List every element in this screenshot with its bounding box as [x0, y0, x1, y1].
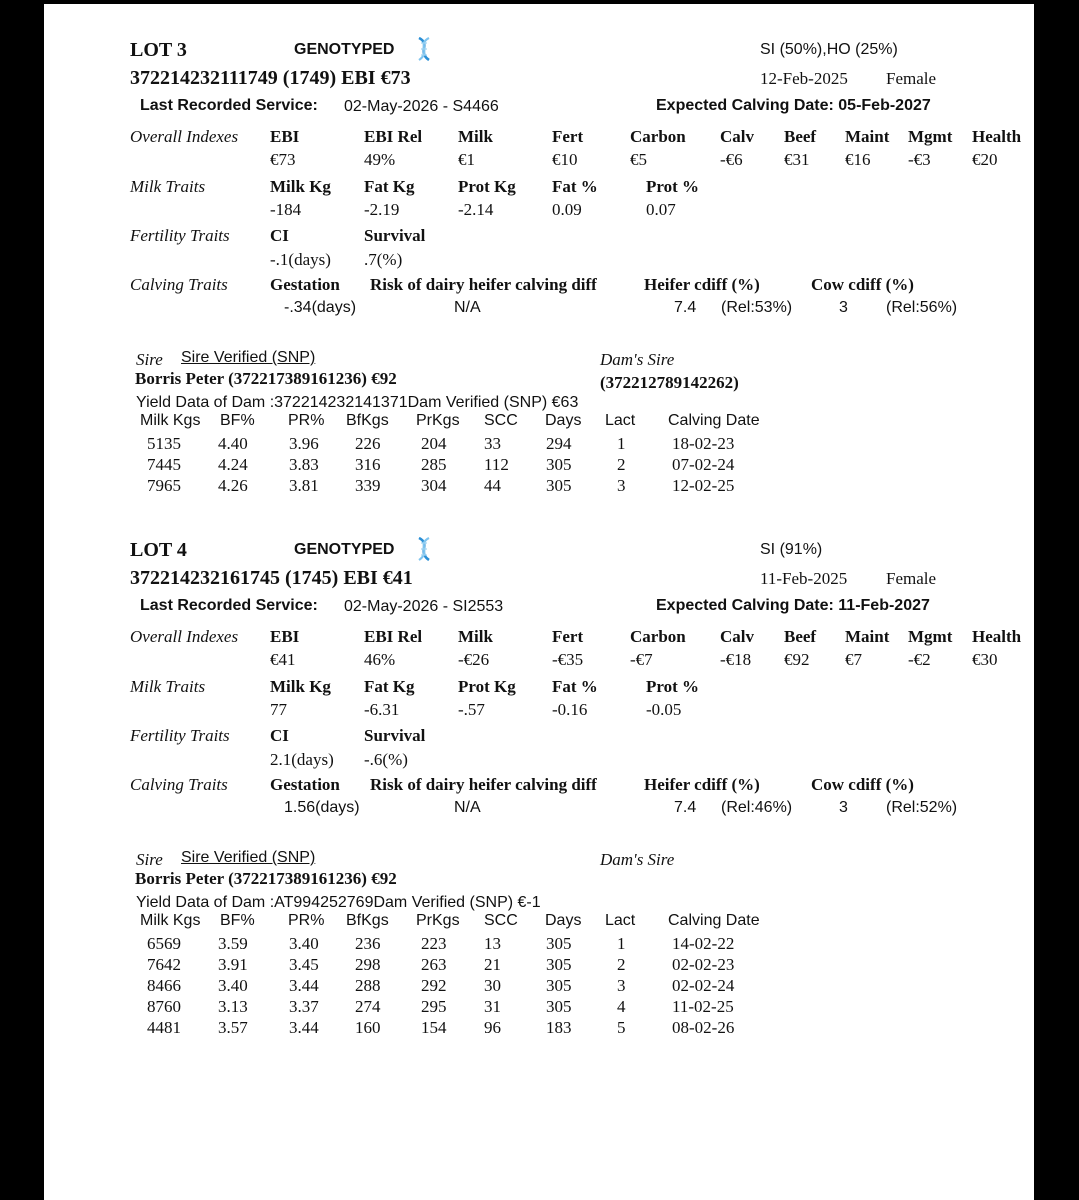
milk-trait-header: Prot Kg [458, 177, 516, 196]
overall-index-value: €1 [458, 150, 475, 169]
yield-cell: 3.59 [218, 934, 248, 953]
yield-column-header: PrKgs [416, 912, 460, 929]
heifer-cdiff-value: 7.4 [674, 299, 697, 316]
milk-trait-value: -0.05 [646, 700, 682, 719]
yield-column-header: PR% [288, 412, 325, 429]
overall-indexes-label: Overall Indexes [130, 627, 239, 646]
dams-sire-label: Dam's Sire [600, 350, 675, 369]
overall-index-header: Fert [552, 627, 584, 646]
overall-index-header: Health [972, 127, 1022, 146]
milk-trait-header: Prot % [646, 677, 700, 696]
cow-cdiff-value: 3 [839, 299, 848, 316]
yield-cell: 274 [355, 997, 381, 1016]
overall-index-value: €31 [784, 150, 810, 169]
overall-index-value: -€7 [630, 650, 653, 669]
milk-trait-header: Prot % [646, 177, 700, 196]
yield-cell: 21 [484, 955, 501, 974]
yield-cell: 295 [421, 997, 447, 1016]
yield-cell: 4 [617, 997, 626, 1016]
heifer-cdiff-rel: (Rel:46%) [721, 799, 793, 816]
yield-cell: 31 [484, 997, 501, 1016]
overall-index-header: Milk [458, 627, 493, 646]
overall-index-value: -€2 [908, 650, 931, 669]
yield-cell: 33 [484, 434, 501, 453]
overall-index-value: €92 [784, 650, 810, 669]
yield-cell: 1 [617, 934, 626, 953]
fertility-traits-label: Fertility Traits [130, 726, 230, 745]
overall-index-header: Mgmt [908, 127, 953, 146]
yield-column-header: Lact [605, 412, 636, 429]
yield-cell: 285 [421, 455, 447, 474]
milk-trait-value: 0.09 [552, 200, 582, 219]
yield-cell: 3.44 [289, 1018, 319, 1037]
heifer-cdiff-value: 7.4 [674, 799, 697, 816]
yield-cell: 292 [421, 976, 447, 995]
calving-traits-label: Calving Traits [130, 275, 228, 294]
yield-column-header: Lact [605, 912, 636, 929]
yield-cell: 4.40 [218, 434, 248, 453]
yield-cell: 3.96 [289, 434, 319, 453]
date-of-birth: 12-Feb-2025 [760, 69, 848, 88]
overall-index-header: Carbon [630, 127, 686, 146]
milk-trait-header: Milk Kg [270, 177, 331, 196]
lot-label: LOT 3 [130, 39, 187, 61]
date-of-birth: 11-Feb-2025 [760, 569, 848, 588]
yield-cell: 44 [484, 476, 501, 495]
yield-cell: 226 [355, 434, 381, 453]
yield-cell: 305 [546, 934, 572, 953]
animal-id-ebi: 372214232111749 (1749) EBI €73 [130, 67, 411, 89]
yield-cell: 305 [546, 476, 572, 495]
heifer-risk-header: Risk of dairy heifer calving diff [370, 775, 597, 794]
yield-column-header: Milk Kgs [140, 912, 201, 929]
overall-index-header: Milk [458, 127, 493, 146]
overall-index-value: €30 [972, 650, 998, 669]
yield-cell: 14-02-22 [672, 934, 735, 953]
overall-index-header: EBI Rel [364, 127, 423, 146]
heifer-cdiff-header: Heifer cdiff (%) [644, 275, 760, 294]
yield-cell: 154 [421, 1018, 447, 1037]
yield-cell: 4.24 [218, 455, 248, 474]
yield-column-header: BF% [220, 412, 255, 429]
cow-cdiff-rel: (Rel:56%) [886, 299, 958, 316]
milk-traits-label: Milk Traits [130, 177, 206, 196]
yield-cell: 3.83 [289, 455, 319, 474]
yield-column-header: PR% [288, 912, 325, 929]
yield-column-header: Days [545, 912, 582, 929]
genotyped-badge: GENOTYPED [294, 541, 395, 558]
yield-column-header: SCC [484, 412, 518, 429]
cow-cdiff-header: Cow cdiff (%) [811, 275, 914, 294]
overall-index-value: -€26 [458, 650, 490, 669]
yield-cell: 3.40 [218, 976, 248, 995]
sire-name: Borris Peter (372217389161236) €92 [135, 369, 397, 388]
yield-cell: 8760 [147, 997, 181, 1016]
yield-cell: 263 [421, 955, 447, 974]
overall-index-header: Maint [845, 127, 890, 146]
yield-cell: 5 [617, 1018, 626, 1037]
yield-column-header: PrKgs [416, 412, 460, 429]
yield-cell: 236 [355, 934, 381, 953]
yield-cell: 5135 [147, 434, 181, 453]
milk-trait-value: -0.16 [552, 700, 588, 719]
last-service-value: 02-May-2026 - SI2553 [344, 598, 504, 615]
yield-cell: 4.26 [218, 476, 248, 495]
overall-index-value: €7 [845, 650, 862, 669]
overall-index-value: €41 [270, 650, 296, 669]
sex: Female [886, 69, 937, 88]
cow-cdiff-value: 3 [839, 799, 848, 816]
yield-cell: 298 [355, 955, 381, 974]
dams-sire-label: Dam's Sire [600, 850, 675, 869]
milk-trait-value: -2.14 [458, 200, 494, 219]
overall-index-header: Health [972, 627, 1022, 646]
overall-index-value: €16 [845, 150, 871, 169]
yield-cell: 02-02-24 [672, 976, 735, 995]
fertility-value-survival: .7(%) [364, 250, 403, 269]
heifer-risk-value: N/A [454, 799, 481, 816]
milk-trait-value: -2.19 [364, 200, 400, 219]
yield-cell: 12-02-25 [672, 476, 735, 495]
breed-composition: SI (91%) [760, 541, 823, 558]
yield-cell: 305 [546, 997, 572, 1016]
overall-index-header: Calv [720, 127, 754, 146]
dna-helix-icon [415, 537, 433, 561]
calving-traits-label: Calving Traits [130, 775, 228, 794]
yield-column-header: BfKgs [346, 412, 389, 429]
yield-cell: 08-02-26 [672, 1018, 735, 1037]
gestation-value: 1.56(days) [284, 799, 360, 816]
milk-trait-header: Fat % [552, 177, 598, 196]
milk-trait-header: Fat % [552, 677, 598, 696]
heifer-cdiff-rel: (Rel:53%) [721, 299, 793, 316]
yield-cell: 96 [484, 1018, 501, 1037]
overall-index-value: €5 [630, 150, 647, 169]
yield-column-header: Calving Date [668, 912, 760, 929]
milk-trait-value: -.57 [458, 700, 485, 719]
breed-composition: SI (50%),HO (25%) [760, 41, 898, 58]
overall-index-value: 49% [364, 150, 396, 169]
sire-name: Borris Peter (372217389161236) €92 [135, 869, 397, 888]
fertility-traits-label: Fertility Traits [130, 226, 230, 245]
yield-cell: 7965 [147, 476, 181, 495]
yield-cell: 160 [355, 1018, 381, 1037]
yield-cell: 07-02-24 [672, 455, 735, 474]
yield-cell: 13 [484, 934, 501, 953]
expected-calving-date: Expected Calving Date: 05-Feb-2027 [656, 97, 931, 114]
genotyped-badge: GENOTYPED [294, 41, 395, 58]
yield-cell: 3.40 [289, 934, 319, 953]
overall-index-header: EBI [270, 627, 300, 646]
overall-index-header: Carbon [630, 627, 686, 646]
yield-cell: 305 [546, 455, 572, 474]
yield-cell: 204 [421, 434, 447, 453]
sire-label: Sire [136, 850, 163, 869]
overall-index-header: EBI [270, 127, 300, 146]
yield-cell: 3.44 [289, 976, 319, 995]
last-service-label: Last Recorded Service: [140, 597, 318, 614]
yield-cell: 112 [484, 455, 509, 474]
expected-calving-date: Expected Calving Date: 11-Feb-2027 [656, 597, 930, 614]
yield-cell: 8466 [147, 976, 181, 995]
heifer-risk-value: N/A [454, 299, 481, 316]
milk-trait-value: -6.31 [364, 700, 400, 719]
cow-cdiff-header: Cow cdiff (%) [811, 775, 914, 794]
overall-index-header: Beef [784, 127, 817, 146]
gestation-header: Gestation [270, 775, 340, 794]
overall-index-header: Mgmt [908, 627, 953, 646]
milk-trait-header: Milk Kg [270, 677, 331, 696]
overall-index-value: -€35 [552, 650, 584, 669]
overall-indexes-label: Overall Indexes [130, 127, 239, 146]
yield-column-header: BF% [220, 912, 255, 929]
yield-column-header: SCC [484, 912, 518, 929]
overall-index-header: Calv [720, 627, 754, 646]
overall-index-header: Beef [784, 627, 817, 646]
fertility-header-ci: CI [270, 226, 289, 245]
yield-cell: 3.57 [218, 1018, 248, 1037]
yield-cell: 316 [355, 455, 381, 474]
overall-index-value: -€18 [720, 650, 752, 669]
yield-cell: 305 [546, 955, 572, 974]
overall-index-value: -€3 [908, 150, 931, 169]
gestation-value: -.34(days) [284, 299, 357, 316]
yield-cell: 3.13 [218, 997, 248, 1016]
fertility-value-ci: 2.1(days) [270, 750, 334, 769]
last-service-label: Last Recorded Service: [140, 97, 318, 114]
sire-label: Sire [136, 350, 163, 369]
overall-index-value: -€6 [720, 150, 743, 169]
overall-index-value: €20 [972, 150, 998, 169]
yield-cell: 183 [546, 1018, 572, 1037]
yield-cell: 3.91 [218, 955, 248, 974]
yield-cell: 339 [355, 476, 381, 495]
yield-cell: 4481 [147, 1018, 181, 1037]
yield-cell: 02-02-23 [672, 955, 735, 974]
heifer-risk-header: Risk of dairy heifer calving diff [370, 275, 597, 294]
fertility-header-survival: Survival [364, 726, 426, 745]
fertility-value-ci: -.1(days) [270, 250, 331, 269]
yield-column-header: Milk Kgs [140, 412, 201, 429]
animal-id-ebi: 372214232161745 (1745) EBI €41 [130, 567, 413, 589]
fertility-header-survival: Survival [364, 226, 426, 245]
yield-cell: 1 [617, 434, 626, 453]
overall-index-value: €10 [552, 150, 578, 169]
fertility-value-survival: -.6(%) [364, 750, 408, 769]
dams-sire-id: (372212789142262) [600, 373, 739, 392]
lot-label: LOT 4 [130, 539, 187, 561]
yield-column-header: BfKgs [346, 912, 389, 929]
yield-cell: 2 [617, 955, 626, 974]
heifer-cdiff-header: Heifer cdiff (%) [644, 775, 760, 794]
yield-cell: 223 [421, 934, 447, 953]
overall-index-header: Fert [552, 127, 584, 146]
yield-cell: 3.37 [289, 997, 319, 1016]
overall-index-value: 46% [364, 650, 396, 669]
yield-cell: 18-02-23 [672, 434, 735, 453]
milk-trait-value: -184 [270, 200, 302, 219]
yield-cell: 6569 [147, 934, 181, 953]
overall-index-header: EBI Rel [364, 627, 423, 646]
yield-column-header: Calving Date [668, 412, 760, 429]
yield-cell: 3 [617, 976, 626, 995]
yield-cell: 30 [484, 976, 501, 995]
document-page [44, 4, 1034, 1200]
yield-cell: 7445 [147, 455, 181, 474]
yield-cell: 3.81 [289, 476, 319, 495]
milk-trait-header: Fat Kg [364, 177, 415, 196]
yield-cell: 7642 [147, 955, 181, 974]
milk-trait-header: Fat Kg [364, 677, 415, 696]
yield-cell: 288 [355, 976, 381, 995]
dam-yield-title: Yield Data of Dam :AT994252769Dam Verified (SNP) €-1 [136, 894, 541, 911]
yield-cell: 3.45 [289, 955, 319, 974]
yield-cell: 3 [617, 476, 626, 495]
dna-helix-icon [415, 37, 433, 61]
sire-verified: Sire Verified (SNP) [181, 349, 316, 366]
milk-trait-value: 77 [270, 700, 287, 719]
yield-cell: 304 [421, 476, 447, 495]
overall-index-header: Maint [845, 627, 890, 646]
gestation-header: Gestation [270, 275, 340, 294]
fertility-header-ci: CI [270, 726, 289, 745]
yield-column-header: Days [545, 412, 582, 429]
dam-yield-title: Yield Data of Dam :372214232141371Dam Verified (SNP) €63 [136, 394, 579, 411]
yield-cell: 11-02-25 [672, 997, 734, 1016]
milk-trait-header: Prot Kg [458, 677, 516, 696]
sex: Female [886, 569, 937, 588]
yield-cell: 2 [617, 455, 626, 474]
milk-trait-value: 0.07 [646, 200, 676, 219]
last-service-value: 02-May-2026 - S4466 [344, 98, 499, 115]
overall-index-value: €73 [270, 150, 296, 169]
milk-traits-label: Milk Traits [130, 677, 206, 696]
cow-cdiff-rel: (Rel:52%) [886, 799, 958, 816]
yield-cell: 294 [546, 434, 572, 453]
yield-cell: 305 [546, 976, 572, 995]
sire-verified: Sire Verified (SNP) [181, 849, 316, 866]
